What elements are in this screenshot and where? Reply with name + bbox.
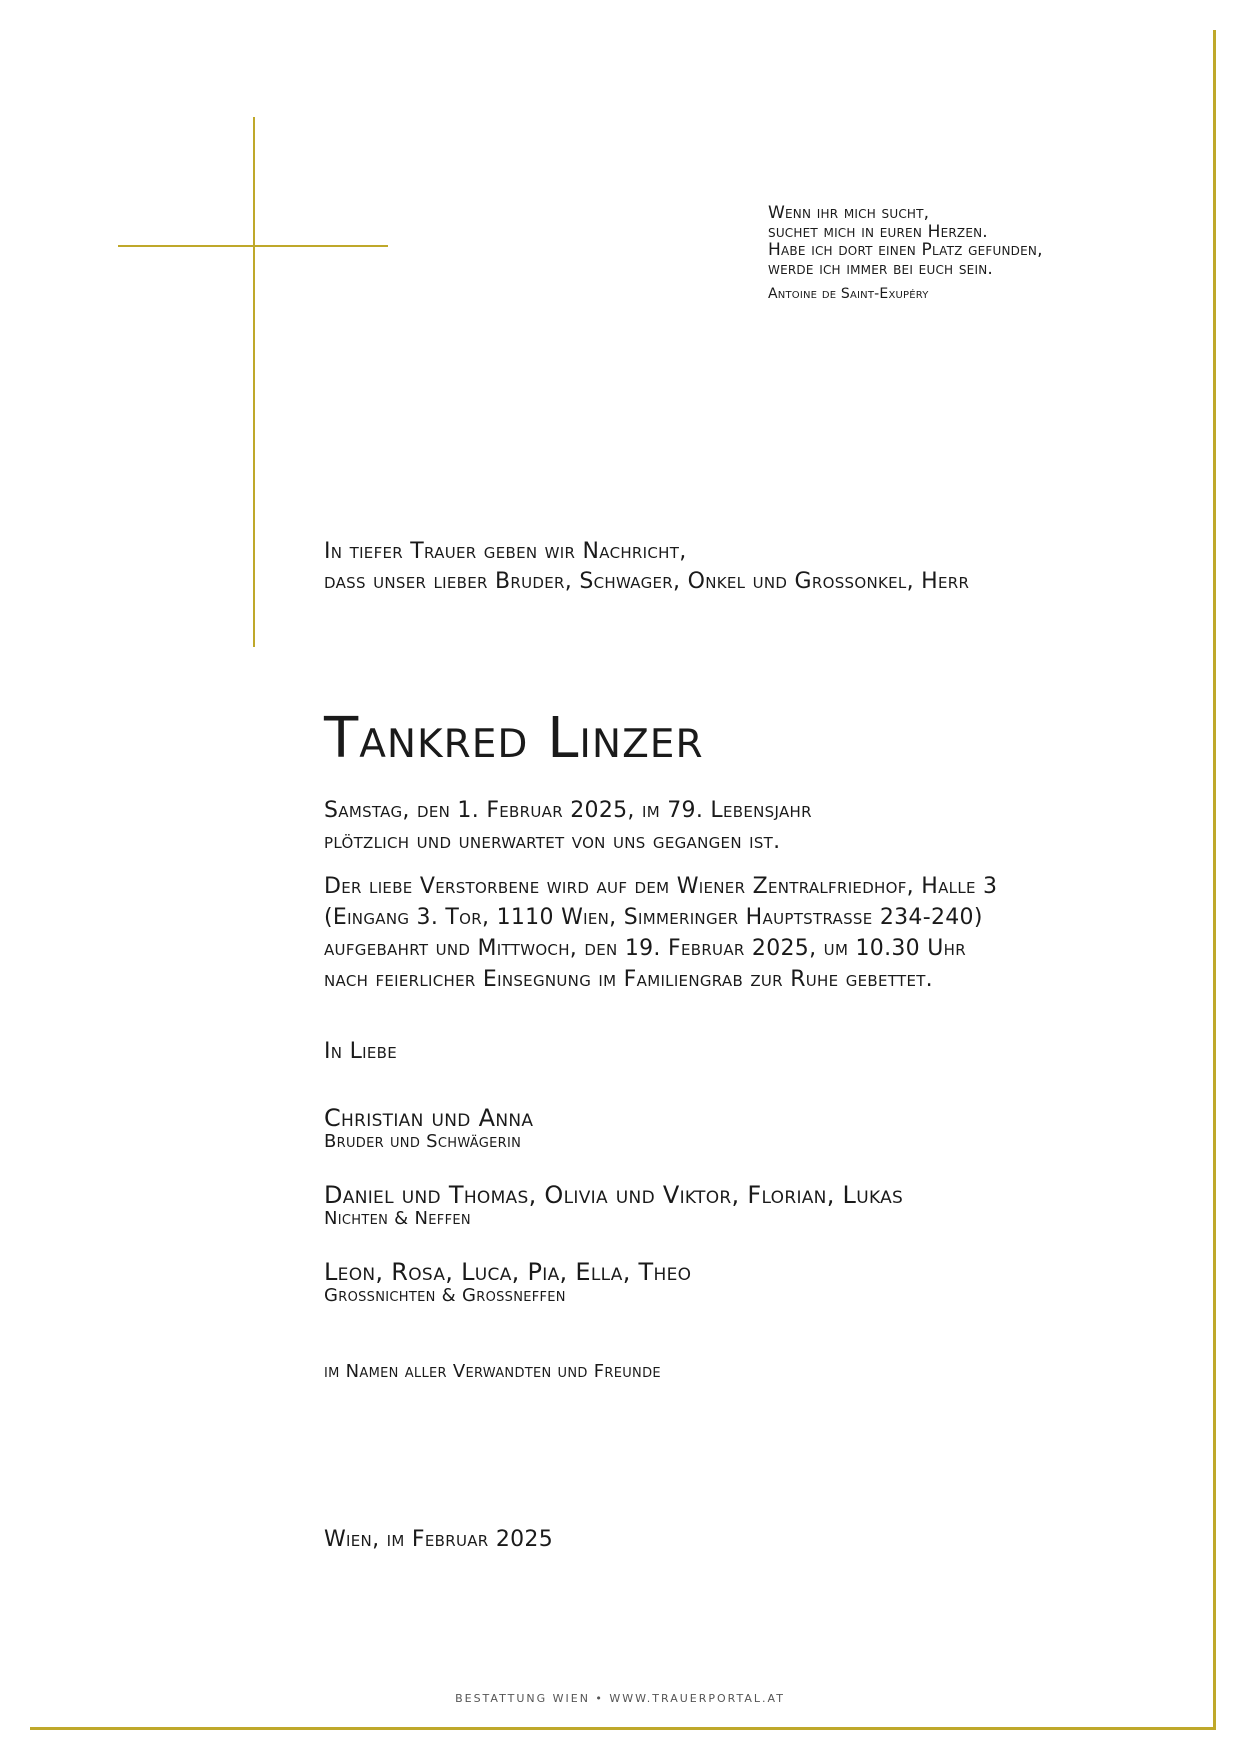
family-relation: Grossnichten & Grossneffen <box>324 1285 566 1306</box>
family-names: Christian und Anna <box>324 1104 534 1132</box>
death-paragraph <box>324 795 1164 857</box>
funeral-line: nach feierlicher Einsegnung im Familiengrab zur Ruhe gebettet. <box>324 967 933 992</box>
frame-right-border <box>1213 30 1216 1730</box>
death-line: Samstag, den 1. Februar 2025, im 79. Lebensjahr <box>324 798 812 823</box>
family-relation: Bruder und Schwägerin <box>324 1131 522 1152</box>
funeral-line: Der liebe Verstorbene wird auf dem Wiener Zentralfriedhof, Halle 3 <box>324 874 998 899</box>
family-names: Daniel und Thomas, Olivia und Viktor, Florian, Lukas <box>324 1181 904 1209</box>
frame-bottom-border <box>30 1727 1216 1730</box>
notice-body <box>324 537 1164 1552</box>
intro-text <box>324 537 1164 597</box>
quote-line: Wenn ihr mich sucht, <box>768 203 930 223</box>
intro-line: dass unser lieber Bruder, Schwager, Onkel und Grossonkel, Herr <box>324 569 970 594</box>
family-relation: Nichten & Neffen <box>324 1208 471 1229</box>
closing-text: In Liebe <box>324 1039 398 1064</box>
cross-icon-horizontal <box>118 245 388 247</box>
deceased-name: Tankred Linzer <box>324 706 704 771</box>
family-group <box>324 1106 1164 1154</box>
on-behalf-text: im Namen aller Verwandten und Freunde <box>324 1361 661 1382</box>
quote-line: werde ich immer bei euch sein. <box>768 258 993 279</box>
place-date: Wien, im Februar 2025 <box>324 1527 554 1552</box>
family-names: Leon, Rosa, Luca, Pia, Ella, Theo <box>324 1258 692 1286</box>
quote-line: Habe ich dort einen Platz gefunden, <box>768 240 1043 260</box>
family-group <box>324 1260 1164 1308</box>
family-group <box>324 1183 1164 1231</box>
footer-text: BESTATTUNG WIEN • WWW.TRAUERPORTAL.AT <box>455 1692 785 1705</box>
death-line: plötzlich und unerwartet von uns gegangen ist. <box>324 829 781 854</box>
intro-line: In tiefer Trauer geben wir Nachricht, <box>324 539 687 564</box>
quote-block <box>768 204 1168 304</box>
funeral-line: (Eingang 3. Tor, 1110 Wien, Simmeringer Hauptstrasse 234-240) <box>324 905 983 930</box>
funeral-line: aufgebahrt und Mittwoch, den 19. Februar 2025, um 10.30 Uhr <box>324 936 966 961</box>
family-list <box>324 1106 1164 1308</box>
quote-author: Antoine de Saint-Exupéry <box>768 286 929 302</box>
cross-icon-vertical <box>253 117 255 647</box>
funeral-paragraph <box>324 871 1164 995</box>
quote-line: suchet mich in euren Herzen. <box>768 221 988 242</box>
